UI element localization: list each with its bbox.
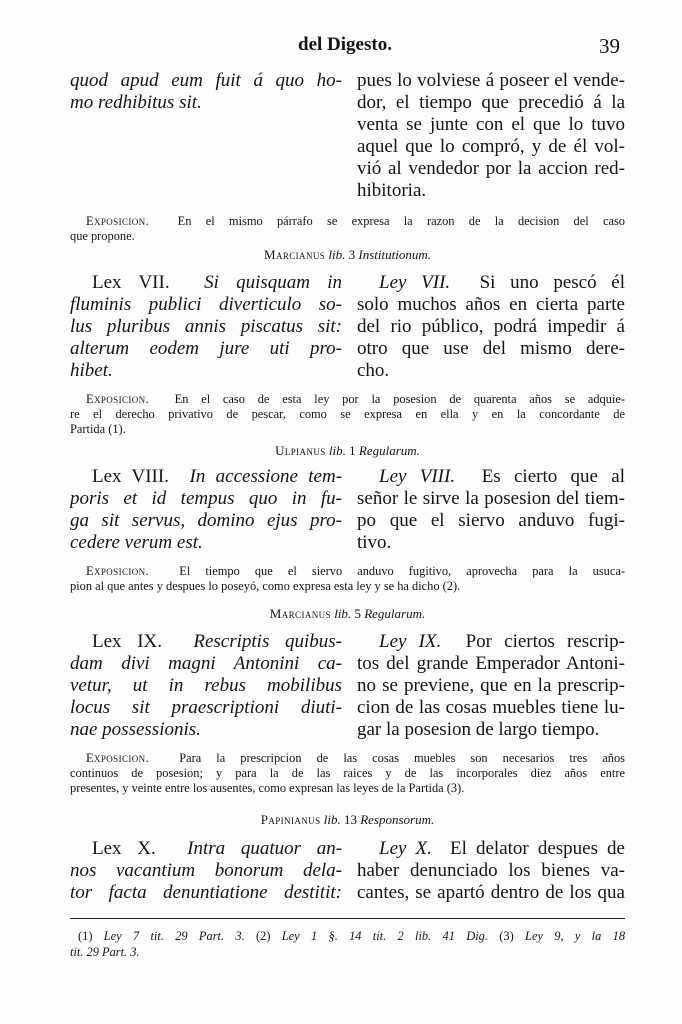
footnote-marker: (3)	[499, 929, 514, 943]
law-block	[70, 838, 625, 904]
law-number-latin: Lex IX.	[92, 631, 163, 652]
page-header	[70, 34, 620, 62]
spanish-line: cho.	[357, 360, 390, 381]
exposicion-line: continuos de posesion; y para la de las raices y de las incorporales diez años entre	[70, 766, 625, 780]
exposicion-line: re el derecho privativo de pescar, como se expresa en ella y en la concordante de	[70, 407, 625, 421]
spanish-line: otro que use del mismo dere-	[357, 338, 625, 359]
footnote-line: tit. 29 Part. 3.	[70, 945, 140, 959]
spanish-line: no se previene, que en la prescrip-	[357, 675, 625, 696]
latin-line: Lex VII. Si quisquam in	[92, 272, 342, 293]
exposicion-block	[70, 751, 625, 796]
law-source	[70, 443, 625, 459]
exposicion-block	[70, 214, 625, 244]
spanish-line: tos del grande Emperador Antoni-	[357, 653, 625, 674]
law-block-continued	[70, 70, 625, 202]
exposicion-text: En el mismo párrafo se expresa la razon de la decision del caso	[177, 214, 625, 228]
latin-line: locus sit praescriptioni diuti-	[70, 697, 342, 718]
source-author: Papinianus	[260, 812, 321, 827]
footnote-rule	[70, 918, 625, 919]
spanish-line: Ley X. El delator despues de	[379, 838, 625, 859]
exposicion-line: Exposicion. Para la prescripcion de las cosas muebles son necesarios tres años	[86, 751, 625, 765]
source-title: Responsorum.	[360, 812, 435, 827]
latin-line: cedere verum est.	[70, 532, 203, 553]
law-block	[70, 466, 625, 554]
latin-column	[70, 272, 342, 382]
spanish-line: Ley VIII. Es cierto que al	[379, 466, 625, 487]
latin-line: tor facta denuntiatione destitit:	[70, 882, 342, 903]
spanish-line: haber denunciado los bienes va-	[357, 860, 625, 881]
spanish-line: Ley VII. Si uno pescó él	[379, 272, 625, 293]
law-number-spanish: Ley IX.	[379, 631, 442, 652]
latin-line: fluminis publici diverticulo so-	[70, 294, 342, 315]
latin-line: Lex IX. Rescriptis quibus-	[92, 631, 342, 652]
spanish-line: gar la posesion de largo tiempo.	[357, 719, 600, 740]
exposicion-line: Partida (1).	[70, 422, 126, 436]
spanish-column	[357, 466, 625, 554]
footnotes	[70, 928, 625, 960]
footnote-line	[70, 928, 625, 944]
exposicion-line: Exposicion. El tiempo que el siervo anduvo fugitivo, aprovecha para la usuca-	[86, 564, 625, 578]
latin-line: hibet.	[70, 360, 113, 381]
source-number: 5	[354, 606, 361, 621]
law-number-spanish: Ley X.	[379, 838, 432, 859]
exposicion-line: Exposicion. En el caso de esta ley por la posesion de quarenta años se adquie-	[86, 392, 625, 406]
footnote-ref: Ley 7 tit. 29 Part. 3.	[103, 929, 245, 943]
latin-column	[70, 838, 342, 904]
page-number: 39	[599, 34, 620, 58]
source-work: lib.	[328, 443, 346, 458]
exposicion-label: Exposicion.	[86, 751, 150, 765]
source-work: lib.	[334, 606, 352, 621]
spanish-column	[357, 272, 625, 382]
footnote-marker: (1)	[78, 929, 93, 943]
spanish-line: aquel que lo compró, y de él vol-	[357, 136, 625, 157]
latin-line: mo redhibitus sit.	[70, 92, 202, 113]
latin-line: vetur, ut in rebus mobilibus	[70, 675, 342, 696]
spanish-column	[357, 838, 625, 904]
exposicion-block	[70, 392, 625, 437]
latin-line: Lex X. Intra quatuor an-	[92, 838, 342, 859]
spanish-line: venta se junte con el que lo tuvo	[357, 114, 625, 135]
law-block	[70, 272, 625, 382]
spanish-line: solo muchos años en cierta parte	[357, 294, 625, 315]
latin-line: nos vacantium bonorum dela-	[70, 860, 342, 881]
source-author: Marcianus	[264, 247, 326, 262]
latin-line: lus pluribus annis piscatus sit:	[70, 316, 342, 337]
source-title: Regularum.	[364, 606, 426, 621]
law-number-spanish: Ley VII.	[379, 272, 451, 293]
source-number: 13	[343, 812, 357, 827]
spanish-line: pues lo volviese á poseer el vende-	[357, 70, 625, 91]
source-title: Regularum.	[358, 443, 420, 458]
spanish-line: hibitoria.	[357, 180, 427, 201]
exposicion-line: pion al que antes y despues lo poseyó, como expresa esta ley y se ha dicho (2).	[70, 579, 461, 593]
spanish-line: del rio público, podrá impedir á	[357, 316, 625, 337]
law-block	[70, 631, 625, 741]
spanish-line: cantes, se apartó dentro de los qua	[357, 882, 625, 903]
spanish-line: po que el siervo anduvo fugi-	[357, 510, 625, 531]
law-source	[70, 247, 625, 263]
latin-line: dam divi magni Antonini ca-	[70, 653, 342, 674]
spanish-line: Ley IX. Por ciertos rescrip-	[379, 631, 625, 652]
law-source	[70, 812, 625, 828]
latin-line: nae possessionis.	[70, 719, 201, 740]
source-number: 3	[348, 247, 356, 262]
latin-column	[70, 70, 342, 202]
latin-column	[70, 631, 342, 741]
law-number-spanish: Ley VIII.	[379, 466, 456, 487]
source-title: Institutionum.	[358, 247, 431, 262]
spanish-column	[357, 631, 625, 741]
source-author: Ulpianus	[275, 443, 326, 458]
spanish-line: dor, el tiempo que precedió á la	[357, 92, 625, 113]
source-work: lib.	[328, 247, 346, 262]
source-work: lib.	[323, 812, 341, 827]
law-source	[70, 606, 625, 622]
latin-line: poris et id tempus quo in fu-	[70, 488, 342, 509]
law-number-latin: Lex X.	[92, 838, 156, 859]
latin-line: Lex VIII. In accessione tem-	[92, 466, 342, 487]
latin-line: alterum eodem jure uti pro-	[70, 338, 342, 359]
source-author: Marcianus	[269, 606, 331, 621]
exposicion-label: Exposicion.	[86, 564, 150, 578]
exposicion-block	[70, 564, 625, 594]
latin-line: ga sit servus, domino ejus pro-	[70, 510, 342, 531]
latin-line: quod apud eum fuit á quo ho-	[70, 70, 342, 91]
footnote-ref: Ley 9, y la 18	[525, 929, 625, 943]
exposicion-label: Exposicion.	[86, 392, 150, 406]
spanish-line: vió al vendedor por la accion red-	[357, 158, 625, 179]
running-head: del Digesto.	[298, 34, 392, 55]
footnote-marker: (2)	[256, 929, 271, 943]
spanish-line: señor le sirve la posesion del tiem-	[357, 488, 625, 509]
exposicion-line	[70, 214, 625, 229]
exposicion-line: que propone.	[70, 229, 135, 243]
law-number-latin: Lex VIII.	[92, 466, 169, 487]
spanish-column	[357, 70, 625, 202]
law-number-latin: Lex VII.	[92, 272, 170, 293]
footnote-ref: Ley 1 §. 14 tit. 2 lib. 41 Dig.	[281, 929, 488, 943]
latin-column	[70, 466, 342, 554]
source-number: 1	[349, 443, 356, 458]
exposicion-line: presentes, y veinte entre los ausentes, como expresan las leyes de la Partida (3).	[70, 781, 465, 795]
exposicion-label: Exposicion.	[86, 214, 150, 228]
spanish-line: cion de las cosas muebles tiene lu-	[357, 697, 625, 718]
spanish-line: tivo.	[357, 532, 392, 553]
